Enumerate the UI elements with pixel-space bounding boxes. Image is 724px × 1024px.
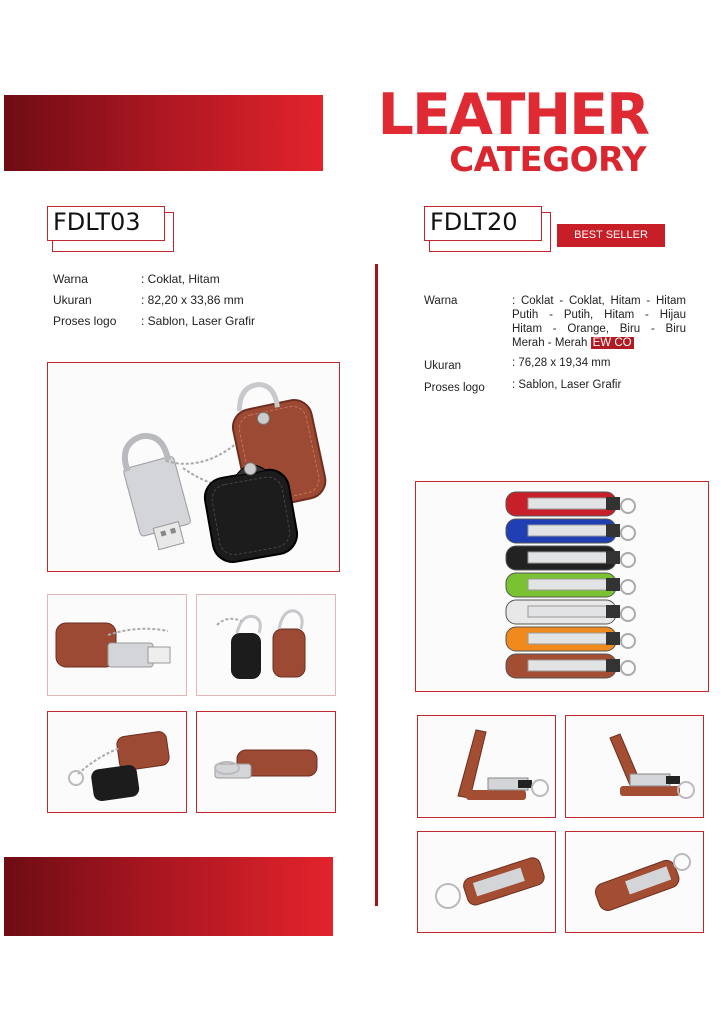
spec-row — [53, 289, 353, 311]
product-code-fdlt03: FDLT03 — [47, 206, 165, 241]
usb-drive-image — [48, 712, 186, 812]
product-photo-fdlt20-main — [415, 481, 709, 692]
footer-band — [4, 857, 333, 936]
spec-label: Proses logo — [53, 314, 117, 328]
usb-drive-stack-image — [416, 482, 708, 691]
spec-value-line: : Coklat - Coklat, Hitam - Hitam — [512, 295, 686, 307]
page-title: LEATHER — [377, 82, 648, 148]
product-photo-fdlt20-small-3 — [417, 831, 556, 933]
spec-row — [53, 268, 353, 290]
product-photo-fdlt20-small-2 — [565, 715, 704, 818]
usb-drive-image — [197, 712, 335, 812]
usb-drive-image — [418, 832, 555, 932]
product-photo-fdlt20-small-1 — [417, 715, 556, 818]
product-photo-fdlt03-small-3 — [47, 711, 187, 813]
stack-drive — [506, 600, 635, 624]
stack-drive — [506, 519, 635, 543]
spec-label: Proses logo — [424, 382, 485, 394]
stack-drive — [506, 573, 635, 597]
spec-value-warna — [512, 294, 686, 350]
spec-value-text: Merah - Merah — [512, 337, 588, 349]
usb-drive-image — [48, 363, 339, 571]
stack-drive — [506, 654, 635, 678]
spec-label: Ukuran — [424, 360, 462, 372]
product-photo-fdlt03-main — [47, 362, 340, 572]
best-seller-badge: BEST SELLER — [557, 224, 665, 247]
usb-drive-image — [566, 832, 703, 932]
spec-list-fdlt20 — [424, 290, 689, 400]
spec-value: : 76,28 x 19,34 mm — [512, 357, 611, 369]
stack-drive — [506, 627, 635, 651]
product-code-fdlt20: FDLT20 — [424, 206, 542, 241]
product-photo-fdlt20-small-4 — [565, 831, 704, 933]
spec-label: Ukuran — [53, 293, 92, 307]
spec-value-line: Hitam - Orange, Biru - Biru — [512, 323, 686, 335]
spec-value: : Coklat, Hitam — [141, 272, 220, 286]
usb-drive-image — [197, 595, 335, 695]
spec-value: : 82,20 x 33,86 mm — [141, 293, 244, 307]
new-color-tag: EW CO — [592, 337, 632, 349]
spec-value: : Sablon, Laser Grafir — [512, 379, 622, 391]
page-subtitle: CATEGORY — [449, 140, 646, 180]
spec-label: Warna — [424, 295, 458, 307]
stack-drive — [506, 546, 635, 570]
stack-drive — [506, 492, 635, 516]
usb-drive-image — [48, 595, 186, 695]
header-band — [4, 95, 323, 171]
spec-row — [53, 310, 353, 332]
product-photo-fdlt03-small-4 — [196, 711, 336, 813]
usb-drive-image — [418, 716, 555, 817]
product-photo-fdlt03-small-2 — [196, 594, 336, 696]
spec-list-fdlt03 — [53, 268, 353, 338]
spec-label: Warna — [53, 272, 88, 286]
column-divider — [375, 264, 378, 906]
spec-value-line: Putih - Putih, Hitam - Hijau — [512, 309, 686, 321]
spec-value-line — [512, 336, 686, 350]
spec-value: : Sablon, Laser Grafir — [141, 314, 256, 328]
product-photo-fdlt03-small-1 — [47, 594, 187, 696]
usb-drive-image — [566, 716, 703, 817]
